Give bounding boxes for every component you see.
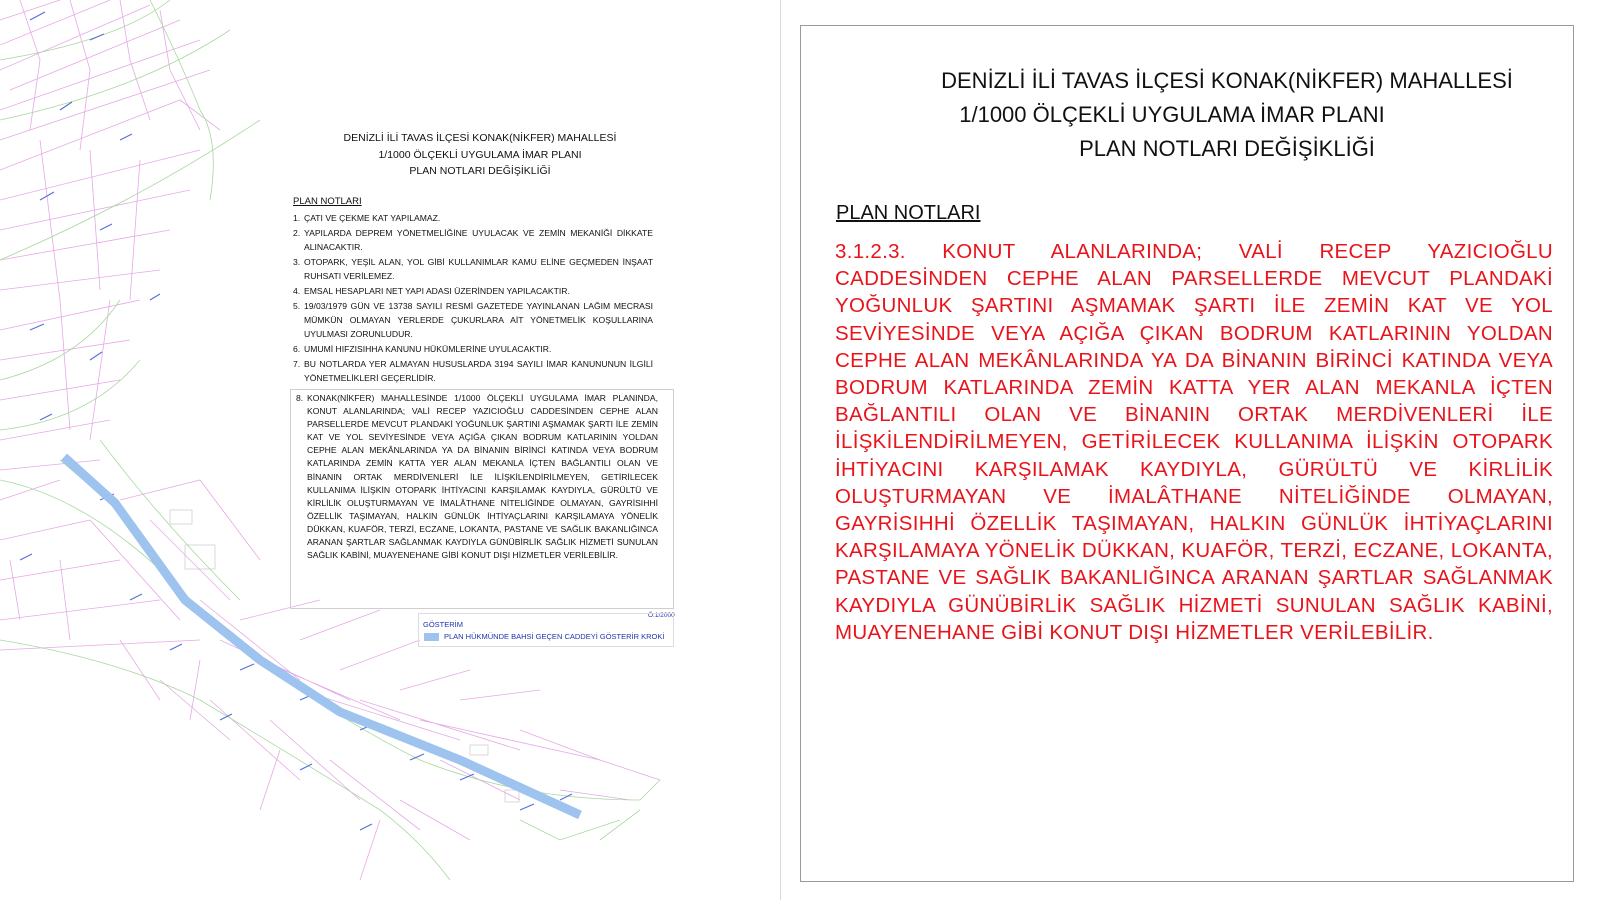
panel-title-line: DENİZLİ İLİ TAVAS İLÇESİ KONAK(NİKFER) MAHALLESİ: [941, 68, 1513, 93]
panel-notes-heading: PLAN NOTLARI: [836, 202, 981, 224]
list-item: 1. ÇATI VE ÇEKME KAT YAPILAMAZ.: [293, 213, 441, 223]
scale-label: Ö:1/2000: [648, 612, 675, 619]
panel-title-line: PLAN NOTLARI DEĞİŞİKLİĞİ: [1079, 136, 1375, 161]
notes-panel: [800, 25, 1574, 882]
panel-note-text: 3.1.2.3. KONUT ALANLARINDA; VALİ RECEP YAZICIOĞLU CADDESİNDEN CEPHE ALAN PARSELLERDE MEVCUT PLANDAKİ YOĞUNLUK ŞARTINI AŞMAMAK ŞARTI İLE ZEMİN KAT VE YOL SEVİYESİNDE VEYA AÇIĞA ÇIKAN BODRUM KATLARININ YOLDAN CEPHE ALAN MEKÂNLARINDA YA DA BİNANIN BİRİNCİ KATINDA VEYA BODRUM KATLARINDA ZEMİN KATTA YER ALAN MEKANLA İÇTEN BAĞLANTILI OLAN VE BİNANIN ORTAK MERDİVENLERİ İLE İLİŞKİLENDİRİLMEYEN, GETİRİLECEK KULLANIMA İLİŞKİN OTOPARK İHTİYACINI KARŞILAMAK KAYDIYLA, GÜRÜLTÜ VE KİRLİLİK OLUŞTURMAYAN VE İMALÂTHANE NİTELİĞİNDE OLMAYAN, GAYRİSIHHİ ÖZELLİK TAŞIMAYAN, HALKIN GÜNLÜK İHTİYAÇLARINI KARŞILAMAYA YÖNELİK DÜKKAN, KUAFÖR, TERZİ, ECZANE, LOKANTA, PASTANE VE SAĞLIK BAKANLIĞINCA ARANAN ŞARTLAR SAĞLANMAK KAYDIYLA GÜNÜBİRLİK SAĞLIK HİZMETİ SUNULAN SAĞLIK KABİNİ, MUAYENEHANE GİBİ KONUT DIŞI HİZMETLER VERİLEBİLİR.: [835, 240, 1553, 644]
legend: [418, 613, 674, 647]
list-item: 2. YAPILARDA DEPREM YÖNETMELİĞİNE UYULACAK VE ZEMİN MEKANİĞİ DİKKATE ALINACAKTIR.: [293, 228, 653, 252]
sheet-title: DENİZLİ İLİ TAVAS İLÇESİ KONAK(NİKFER) MAHALLESİ 1/1000 ÖLÇEKLİ UYGULAMA İMAR PLANI PLAN NOTLARI DEĞİŞİKLİĞİ: [343, 132, 617, 177]
page-divider: [780, 0, 781, 900]
panel-title-line: 1/1000 ÖLÇEKLİ UYGULAMA İMAR PLANI: [959, 102, 1385, 127]
legend-label: PLAN HÜKMÜNDE BAHSİ GEÇEN CADDEYİ GÖSTERİR KROKİ: [444, 632, 665, 641]
sheet-notes-heading: PLAN NOTLARI: [293, 196, 362, 207]
list-item: 5. 19/03/1979 GÜN VE 13738 SAYILI RESMİ GAZETEDE YAYINLANAN LAĞIM MECRASI MÜMKÜN OLMAYAN YERLERDE ÇUKURLARA AİT YÖNETMELİK KOŞULLARINA UYULMASI ZORUNLUDUR.: [293, 301, 653, 339]
list-item: 3. OTOPARK, YEŞİL ALAN, YOL GİBİ KULLANIMLAR KAMU ELİNE GEÇMEDEN İNŞAAT RUHSATI VERİLEMEZ.: [293, 257, 653, 281]
plan-sheet: [0, 0, 780, 900]
list-item: 6. UMUMİ HIFZISIHHA KANUNU HÜKÜMLERİNE UYULACAKTIR.: [293, 344, 552, 354]
sheet-notes-list: [293, 211, 653, 386]
boxed-note: 8. KONAK(NİKFER) MAHALLESİNDE 1/1000 ÖLÇEKLİ UYGULAMA İMAR PLANINDA, KONUT ALANLARINDA; VALİ RECEP YAZICIOĞLU CADDESİNDEN CEPHE ALAN PARSELLERDE MEVCUT PLANDAKİ YOĞUNLUK ŞARTINI AŞMAMAK ŞARTI İLE ZEMİN KAT VE YOL SEVİYESİNDE VEYA AÇIĞA ÇIKAN BODRUM KATLARININ YOLDAN CEPHE ALAN MEKÂNLARINDA YA DA BİNANIN BİRİNCİ KATINDA VEYA BODRUM KATLARINDA ZEMİN KATTA YER ALAN MEKANLA İÇTEN BAĞLANTILI OLAN VE BİNANIN ORTAK MERDİVENLERİ İLE İLİŞKİLENDİRİLMEYEN, GETİRİLECEK KULLANIMA İLİŞKİN OTOPARK İHTİYACINI KARŞILAMAK KAYDIYLA, GÜRÜLTÜ VE KİRLİLİK OLUŞTURMAYAN VE İMALÂTHANE NİTELİĞİNDE OLMAYAN, GAYRİSIHHİ ÖZELLİK TAŞIMAYAN, HALKIN GÜNLÜK İHTİYAÇLARINI KARŞILAMAYA YÖNELİK DÜKKAN, KUAFÖR, TERZİ, ECZANE, LOKANTA, PASTANE VE SAĞLIK BAKANLIĞINCA ARANAN ŞARTLAR SAĞLANMAK KAYDIYLA GÜNÜBİRLİK SAĞLIK HİZMETİ SUNULAN SAĞLIK KABİNİ, MUAYENEHANE GİBİ KONUT DIŞI HİZMETLER VERİLEBİLİR.: [296, 393, 658, 561]
list-item: 7. BU NOTLARDA YER ALMAYAN HUSUSLARDA 3194 SAYILI İMAR KANUNUNUN İLGİLİ YÖNETMELİKLERİ GEÇERLİDİR.: [293, 359, 653, 383]
legend-title: GÖSTERİM: [423, 620, 464, 629]
list-item: 4. EMSAL HESAPLARI NET YAPI ADASI ÜZERİNDEN YAPILACAKTIR.: [293, 286, 570, 296]
legend-swatch: [424, 633, 439, 641]
